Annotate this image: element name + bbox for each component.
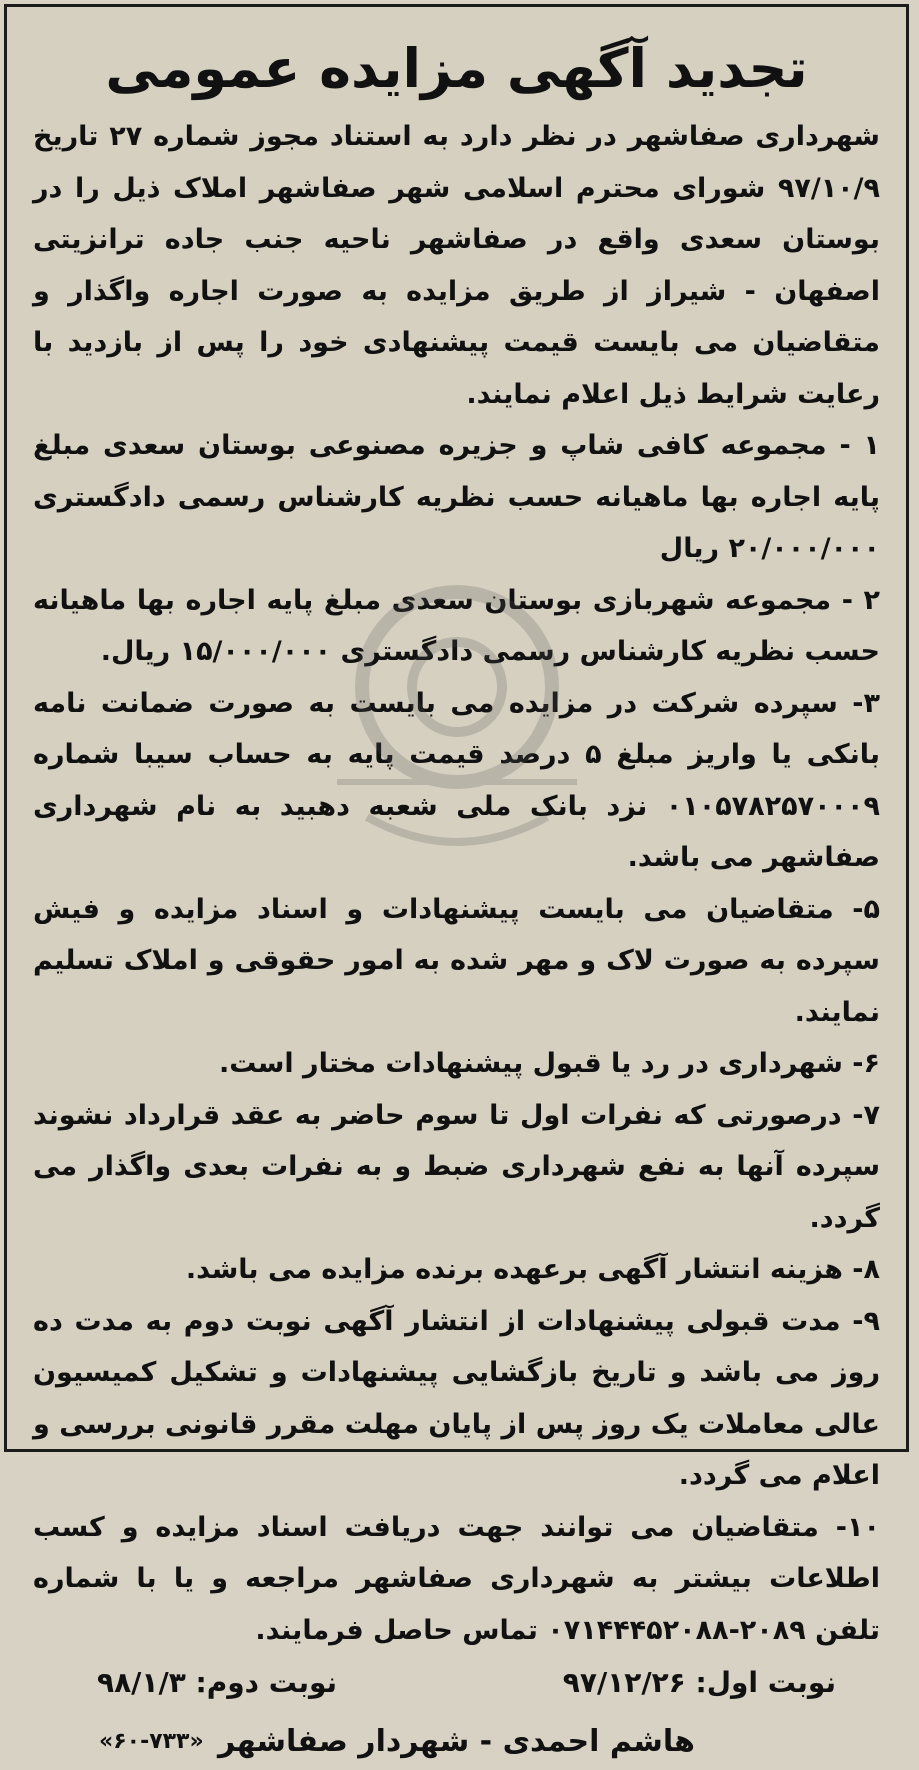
signature-line: [7, 1714, 906, 1770]
publication-rounds: [7, 1658, 906, 1708]
notice-item: ۱۰- متقاضیان می توانند جهت دریافت اسناد مزایده و کسب اطلاعات بیشتر به شهرداری صفاشهر مراجعه و یا با شماره تلفن ۲۰۸۹-۰۷۱۴۴۴۵۲۰۸۸ تماس حاصل فرمایند.: [33, 1511, 880, 1646]
notice-body: [7, 111, 906, 1656]
round-one: نوبت اول: ۹۷/۱۲/۲۶: [562, 1666, 836, 1699]
notice-item: ۳- سپرده شرکت در مزایده می بایست به صورت ضمانت نامه بانکی یا واریز مبلغ ۵ درصد قیمت پایه به حساب سیبا شماره ۰۱۰۵۷۸۲۵۷۰۰۰۹ نزد بانک ملی شعبه دهبید به نام شهرداری صفاشهر می باشد.: [33, 687, 880, 873]
notice-item: ۸- هزینه انتشار آگهی برعهده برنده مزایده می باشد.: [185, 1254, 880, 1285]
signature-text: هاشم احمدی - شهردار صفاشهر: [218, 1724, 695, 1759]
notice-item: ۲ - مجموعه شهربازی بوستان سعدی مبلغ پایه اجاره بها ماهیانه حسب نظریه کارشناس رسمی دادگستری ۱۵/۰۰۰/۰۰۰ ریال.: [33, 584, 880, 667]
notice-item: ۶- شهرداری در رد یا قبول پیشنهادات مختار است.: [219, 1048, 880, 1079]
notice-item: ۹- مدت قبولی پیشنهادات از انتشار آگهی نوبت دوم به مدت ده روز می باشد و تاریخ بازگشایی پیشنهادات و تشکیل کمیسیون عالی معاملات یک روز پس از پایان مهلت مقرر قانونی بررسی و اعلام می گردد.: [33, 1305, 880, 1491]
round-two: نوبت دوم: ۹۸/۱/۳: [97, 1666, 338, 1699]
newspaper-notice: [4, 4, 909, 1759]
notice-item: ۵- متقاضیان می بایست پیشنهادات و اسناد مزایده و فیش سپرده به صورت لاک و مهر شده به امور حقوقی و املاک تسلیم نمایند.: [33, 893, 880, 1028]
notice-title: تجدید آگهی مزایده عمومی: [105, 37, 808, 100]
notice-intro: شهرداری صفاشهر در نظر دارد به استناد مجوز شماره ۲۷ تاریخ ۹۷/۱۰/۹ شورای محترم اسلامی شهر صفاشهر املاک ذیل را در بوستان سعدی واقع در صفاشهر ناحیه جنب جاده ترانزیتی اصفهان - شیراز از طریق مزایده به صورت اجاره واگذار و متقاضیان می بایست قیمت پیشنهادی خود را پس از بازدید با رعایت شرایط ذیل اعلام نمایند.: [33, 121, 880, 410]
notice-item: ۷- درصورتی که نفرات اول تا سوم حاضر به عقد قرارداد نشوند سپرده آنها به نفع شهرداری ضبط و به نفرات بعدی واگذار می گردد.: [33, 1099, 880, 1234]
notice-item: ۱ - مجموعه کافی شاپ و جزیره مصنوعی بوستان سعدی مبلغ پایه اجاره بها ماهیانه حسب نظریه کارشناس رسمی دادگستری ۲۰/۰۰۰/۰۰۰ ریال: [33, 430, 880, 564]
ad-code: «۶۰-۷۳۳»: [99, 1729, 204, 1754]
